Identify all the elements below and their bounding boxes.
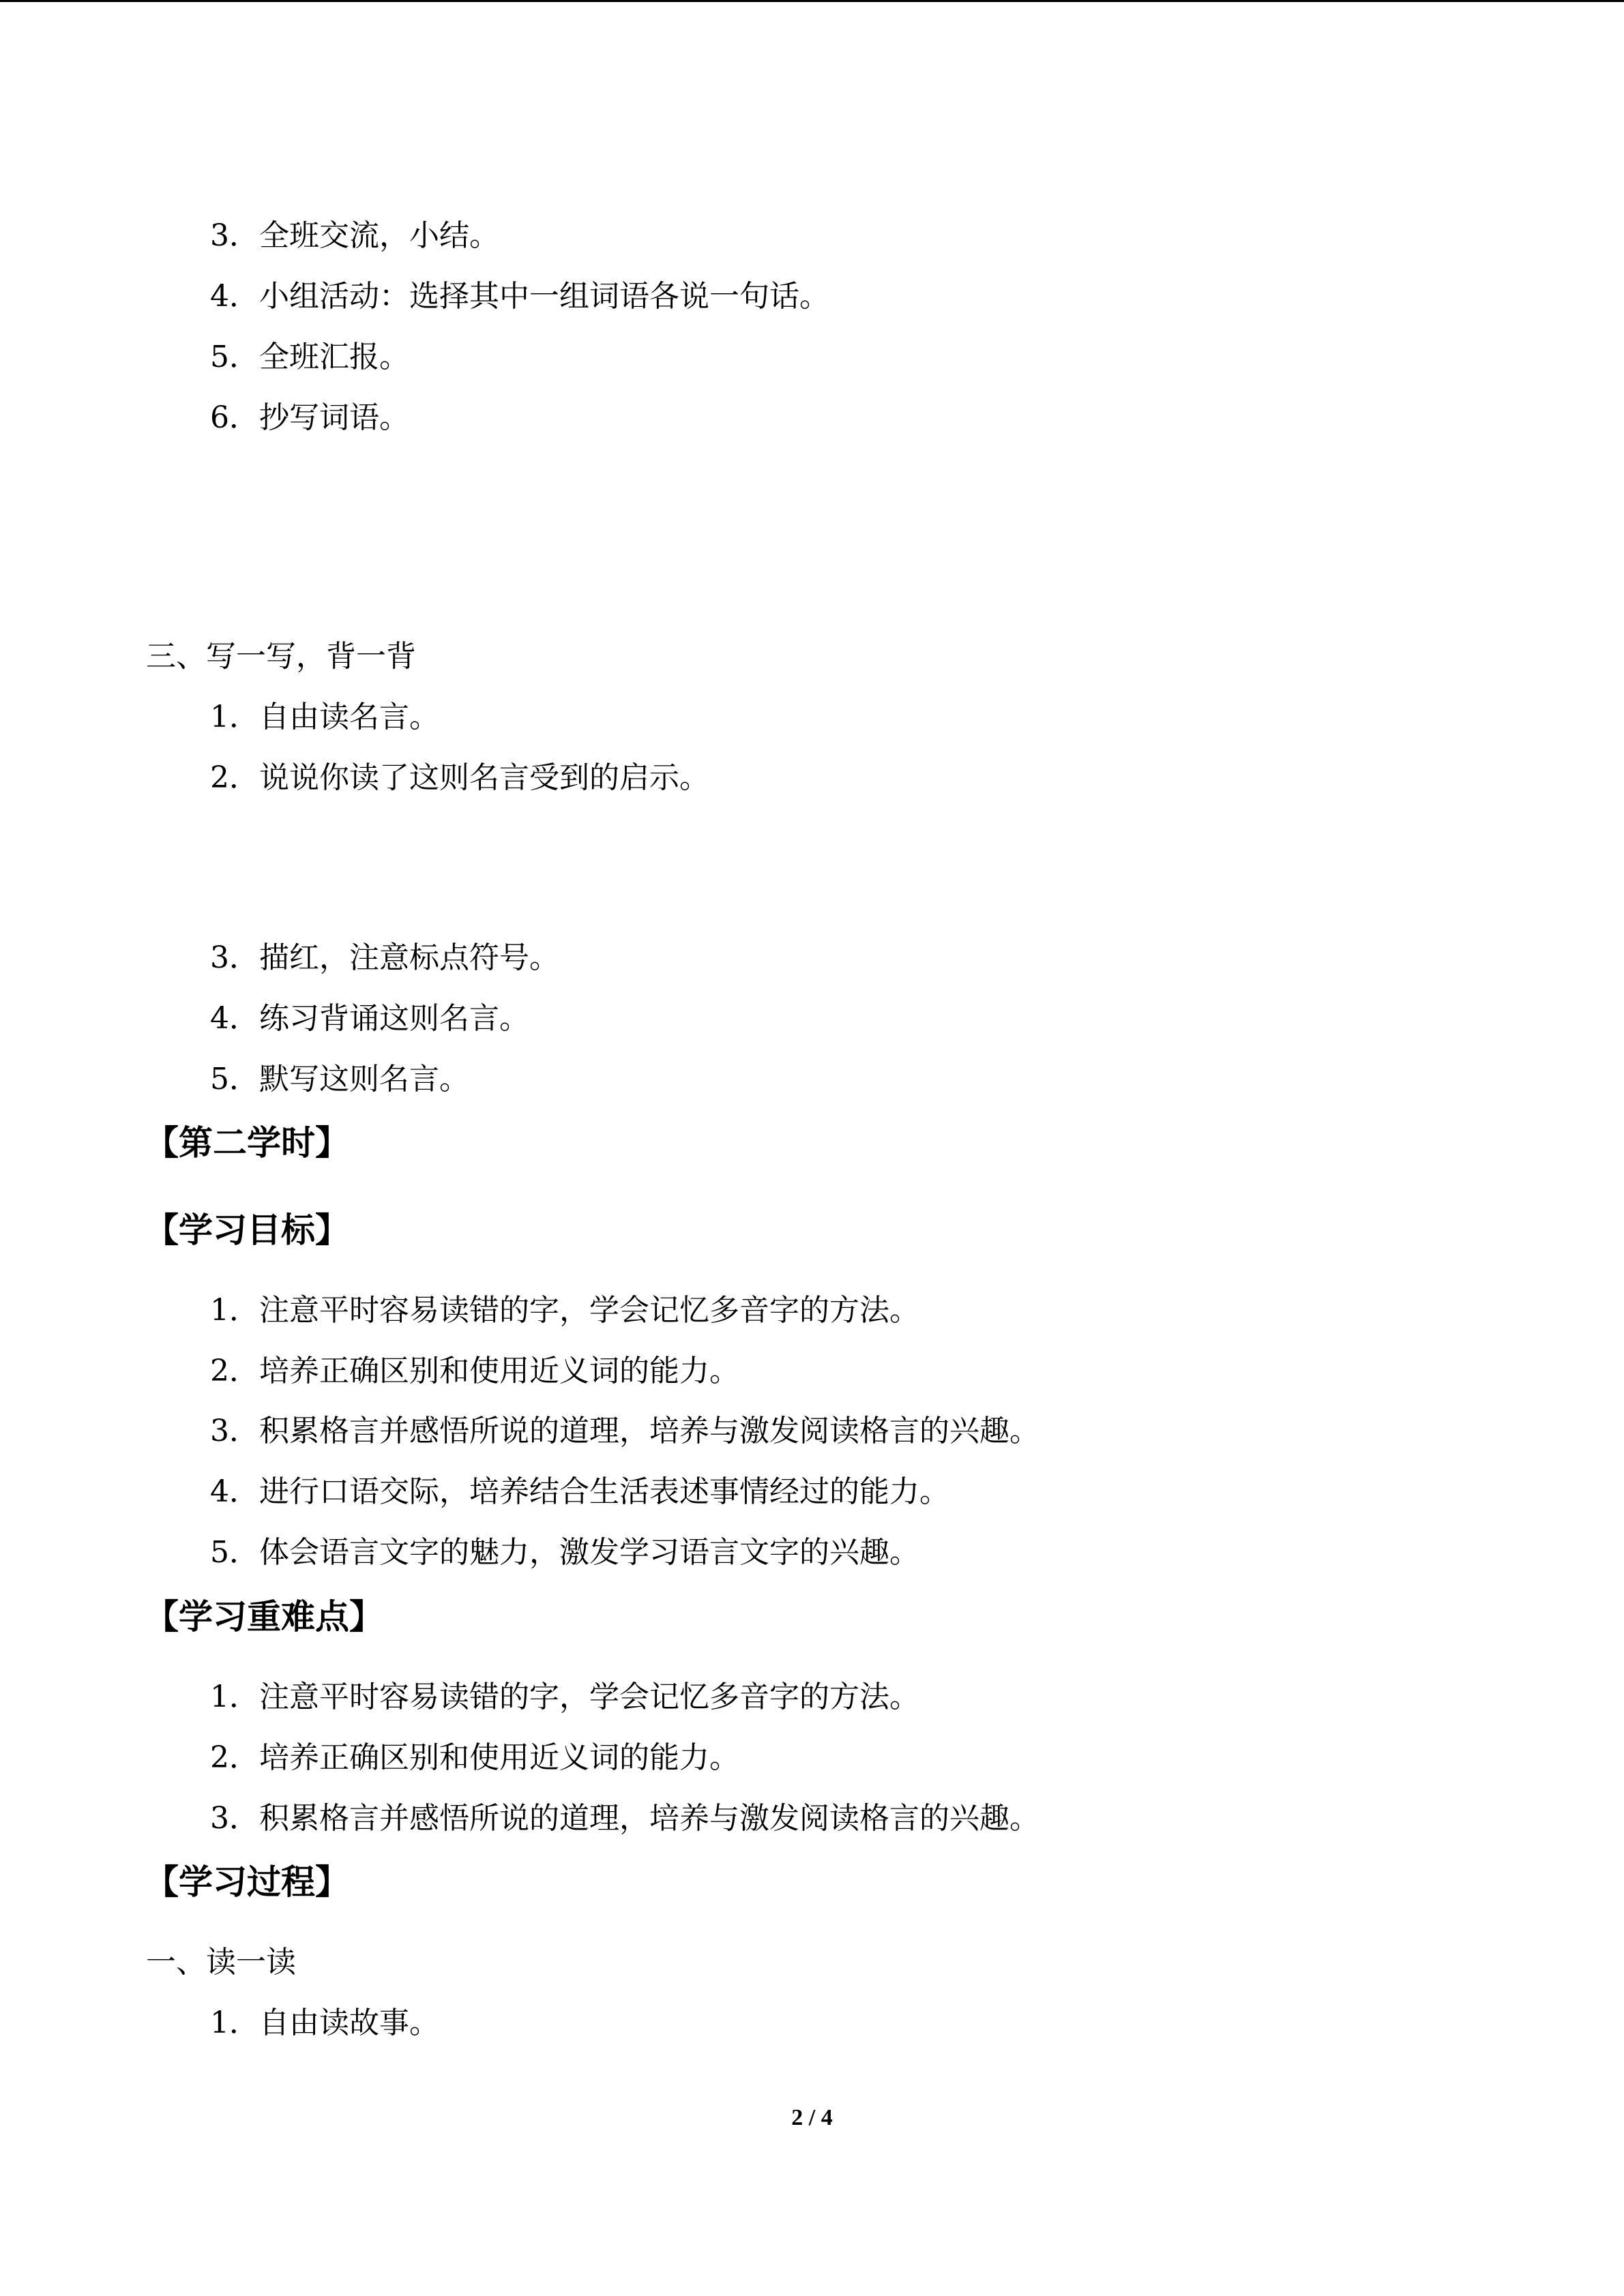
- section-title-read: 一、读一读: [146, 1945, 296, 1980]
- section-title-write-recite: 三、写一写，背一背: [146, 639, 416, 674]
- list-item: 6．抄写词语。: [210, 400, 409, 435]
- list-item: 1．自由读名言。: [210, 700, 439, 734]
- list-item: 5．全班汇报。: [210, 340, 409, 374]
- list-item: 1．注意平时容易读错的字，学会记忆多音字的方法。: [210, 1680, 919, 1714]
- list-item: 3．描红，注意标点符号。: [210, 940, 559, 975]
- heading-second-lesson: 【第二学时】: [145, 1123, 349, 1163]
- list-item: 4．进行口语交际，培养结合生活表述事情经过的能力。: [210, 1474, 949, 1509]
- list-item: 2．说说你读了这则名言受到的启示。: [210, 760, 709, 795]
- list-item: 3．全班交流，小结。: [210, 218, 499, 253]
- page-number: 2 / 4: [791, 2105, 833, 2130]
- list-item: 4．练习背诵这则名言。: [210, 1001, 529, 1036]
- heading-learning-goals: 【学习目标】: [145, 1210, 349, 1250]
- heading-learning-process: 【学习过程】: [145, 1862, 349, 1902]
- list-item: 3．积累格言并感悟所说的道理，培养与激发阅读格言的兴趣。: [210, 1801, 1039, 1836]
- list-item: 1．注意平时容易读错的字，学会记忆多音字的方法。: [210, 1293, 919, 1328]
- list-item: 2．培养正确区别和使用近义词的能力。: [210, 1740, 739, 1775]
- list-item: 5．默写这则名言。: [210, 1062, 469, 1097]
- list-item: 4．小组活动：选择其中一组词语各说一句话。: [210, 279, 829, 314]
- list-item: 3．积累格言并感悟所说的道理，培养与激发阅读格言的兴趣。: [210, 1414, 1039, 1448]
- list-item: 2．培养正确区别和使用近义词的能力。: [210, 1354, 739, 1388]
- heading-key-points: 【学习重难点】: [145, 1597, 383, 1637]
- list-item: 5．体会语言文字的魅力，激发学习语言文字的兴趣。: [210, 1535, 919, 1570]
- list-item: 1．自由读故事。: [210, 2006, 439, 2040]
